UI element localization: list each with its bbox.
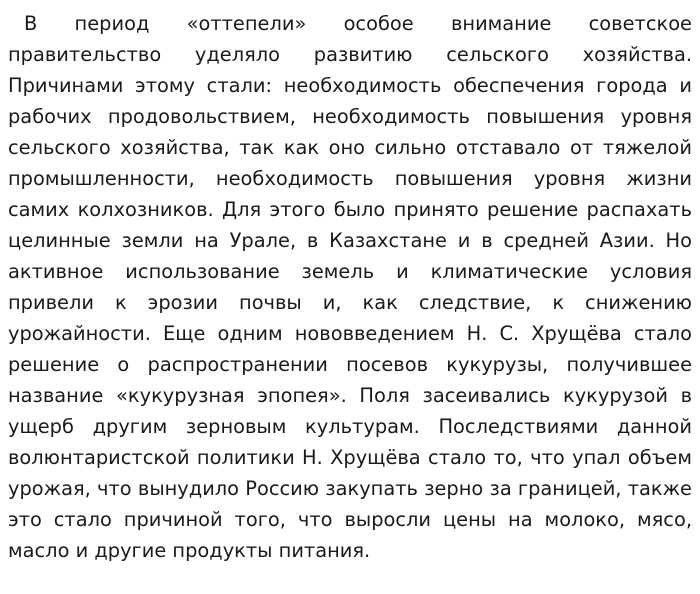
body-paragraph: В период «оттепели» особое внимание советское правительство уделяло развитию сельского хозяйства. Причинами этому стали: необходимость обеспечения города и рабочих продовольствием, необходимость повышения уровня сельского хозяйства, так как оно сильно отставало от тяжелой промышленности, необходимость повышения уровня жизни самих колхозников. Для этого было принято решение распахать целинные земли на Урале, в Казахстане и в средней Азии. Но активное использование земель и климатические условия привели к эрозии почвы и, как следствие, к снижению урожайности. Еще одним нововведением Н. С. Хрущёва стало решение о распространении посевов кукурузы, получившее название «кукурузная эпопея». Поля засеивались кукурузой в ущерб другим зерновым культурам. Последствиями данной волюнтаристской политики Н. Хрущёва стало то, что упал объем урожая, что вынудило Россию закупать зерно за границей, также это стало причиной того, что выросли цены на молоко, мясо, масло и другие продукты питания. — [8, 12, 692, 562]
